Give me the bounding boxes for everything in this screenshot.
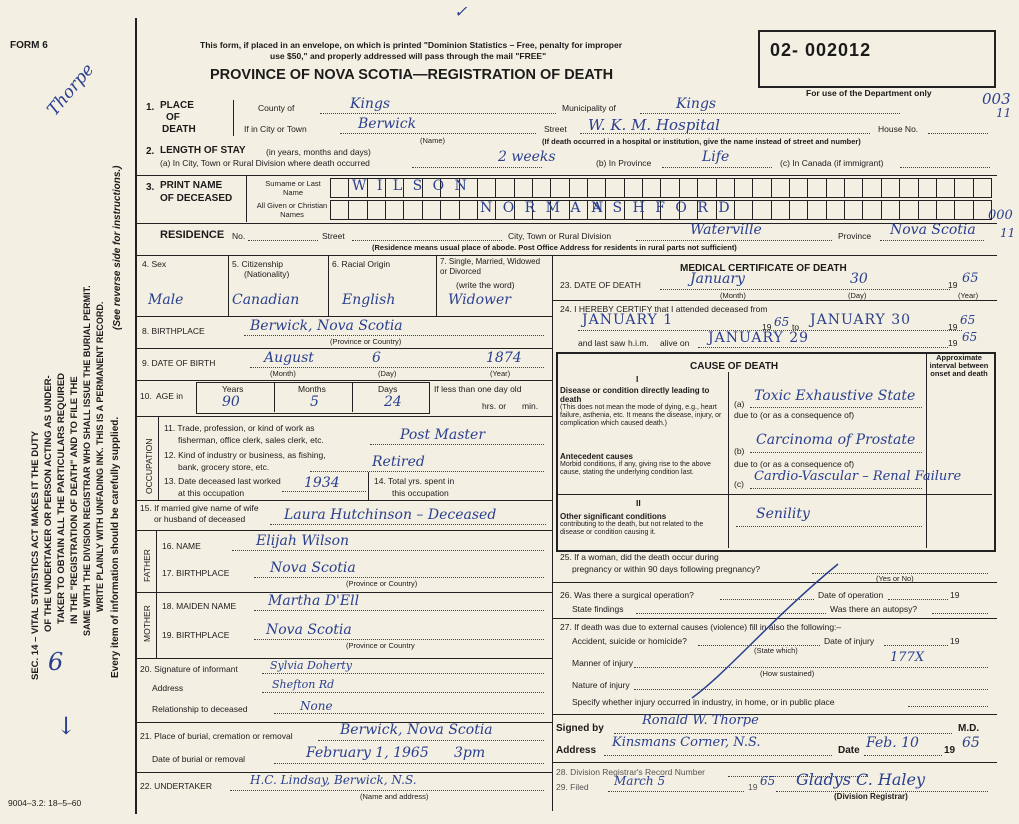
- marital-sub: (write the word): [456, 280, 515, 290]
- q26-label: 26. Was there a surgical operation?: [560, 590, 694, 600]
- given-value-2: A S H F O R D: [592, 200, 733, 216]
- surname-label: Surname or Last Name: [265, 179, 321, 197]
- stay-num: 2.: [146, 146, 155, 157]
- stay-label: LENGTH OF STAY: [160, 145, 246, 156]
- citizenship-label: 5. Citizenship: [232, 259, 284, 269]
- dob-day-note: (Day): [378, 369, 397, 378]
- dob-year-note: (Year): [490, 369, 511, 378]
- q27-accident: Accident, suicide or homicide?: [572, 636, 687, 646]
- notice-line-2: use $50," and properly addressed will pass through the mail "FREE": [270, 51, 547, 61]
- sidebar-line-3: TAKER TO OBTAIN ALL THE PARTICULARS REQUIRED: [56, 372, 67, 624]
- divider-3: [135, 255, 997, 256]
- attended-to-label: to: [792, 322, 800, 332]
- stay-b-label: (b) In Province: [596, 158, 652, 168]
- last-saw-year: 65: [962, 330, 978, 344]
- cause-roman-2: II: [636, 498, 641, 508]
- residence-label: RESIDENCE: [160, 229, 225, 241]
- death-month-note: (Month): [720, 291, 746, 300]
- q27-label: 27. If death was due to external causes (violence) fill in also the following:–: [560, 622, 842, 632]
- dob-label: 9. DATE OF BIRTH: [142, 358, 216, 368]
- sig-date-label: Date: [838, 745, 860, 756]
- registrar-filed-value: March 5: [614, 774, 666, 788]
- mother-birthplace-label: 19. BIRTHPLACE: [162, 630, 230, 640]
- stay-a-label: (a) In City, Town or Rural Division where death occurred: [160, 158, 370, 168]
- alive-on-label: alive on: [660, 338, 690, 348]
- q27-state-which: (State which): [754, 646, 798, 655]
- marital-label: 7. Single, Married, Widowed or Divorced: [440, 257, 541, 276]
- o13-label-b: at this occupation: [178, 488, 245, 498]
- informant-signature: Sylvia Doherty: [270, 659, 352, 672]
- deceased-label-1: PRINT NAME: [160, 180, 223, 191]
- notice-line-1: This form, if placed in an envelope, on which is printed "Dominion Statistics – Free, penalty for improper: [200, 40, 623, 50]
- spouse-value: Laura Hutchinson – Deceased: [284, 507, 497, 523]
- age-months-label: Months: [298, 384, 326, 394]
- q26-autopsy: Was there an autopsy?: [830, 604, 918, 614]
- burial-place-label: 21. Place of burial, cremation or removal: [140, 731, 293, 741]
- margin-arrow-mark: ↓: [56, 712, 77, 740]
- cause-interval-label: Approximate interval between onset and death: [929, 353, 989, 378]
- o11-label-b: fisherman, office clerk, sales clerk, etc.: [178, 435, 324, 445]
- marital-value: Widower: [448, 292, 511, 308]
- deceased-num: 3.: [146, 182, 155, 193]
- attended-from-19: 19: [762, 322, 772, 332]
- registrar-year: 65: [760, 774, 776, 788]
- county-label: County of: [258, 103, 295, 113]
- signed-by-value: Ronald W. Thorpe: [642, 713, 759, 728]
- sig-date-19: 19: [944, 745, 956, 756]
- cause-b-value: Carcinoma of Prostate: [756, 432, 916, 448]
- age-months: 5: [310, 394, 319, 410]
- sex-value: Male: [148, 292, 184, 308]
- industry-value: Retired: [372, 454, 425, 470]
- spouse-label-a: 15. If married give name of wife: [140, 503, 259, 513]
- age-less-label: If less than one day old: [434, 384, 522, 394]
- cause-c-label: (c): [734, 479, 744, 489]
- q27-manner-value: 177X: [890, 650, 925, 665]
- q27-specify: Specify whether injury occurred in industry, in home, or in public place: [572, 697, 835, 707]
- age-years-label: Years: [222, 384, 244, 394]
- occupation-side-label: OCCUPATION: [144, 438, 154, 494]
- stay-c-label: (c) In Canada (if immigrant): [780, 158, 884, 168]
- residence-province-value: Nova Scotia: [890, 222, 976, 238]
- stay-label-small: (in years, months and days): [266, 147, 371, 157]
- o14-label-b: this occupation: [392, 488, 449, 498]
- attended-from-year: 65: [774, 315, 790, 329]
- q25-label-b: pregnancy or within 90 days following pregnancy?: [572, 564, 761, 574]
- q27-date-injury: Date of injury: [824, 636, 875, 646]
- attended-to-19: 19: [948, 322, 958, 332]
- sidebar-line-7: Every item of information should be carefully supplied.: [110, 416, 121, 678]
- sidebar-line-4: IN THE "REGISTRATION OF DEATH" AND TO FILE THE: [69, 376, 80, 624]
- certify-label: 24. I HEREBY CERTIFY that I attended deceased from: [560, 304, 768, 314]
- street-label: Street: [544, 124, 567, 134]
- q27-19: 19: [950, 636, 960, 646]
- dob-month-note: (Month): [270, 369, 296, 378]
- registrar-filed-label: 29. Filed: [556, 782, 589, 792]
- dob-day: 6: [372, 350, 381, 366]
- o11-label-a: 11. Trade, profession, or kind of work as: [164, 423, 315, 433]
- father-name-value: Elijah Wilson: [256, 533, 350, 549]
- cause-a-label: (a): [734, 399, 745, 409]
- place-bracket: [233, 100, 234, 136]
- registration-number: 02- 002012: [770, 40, 872, 60]
- divider-2: [135, 223, 997, 224]
- place-num: 1.: [146, 102, 155, 113]
- margin-mark-000: 000: [988, 208, 1013, 223]
- death-date-label: 23. DATE OF DEATH: [560, 280, 641, 290]
- municipality-value: Kings: [676, 96, 717, 112]
- father-birthplace-value: Nova Scotia: [270, 560, 356, 576]
- father-name-label: 16. NAME: [162, 541, 201, 551]
- informant-address-value: Shefton Rd: [272, 678, 335, 691]
- department-code: 003: [982, 90, 1011, 108]
- registration-number-box: [758, 30, 996, 88]
- city-label: If in City or Town: [244, 124, 307, 134]
- other-conditions-value: Senility: [756, 506, 810, 522]
- place-label-c: DEATH: [162, 124, 196, 135]
- tick-mark: ✓: [454, 2, 468, 21]
- form-number: FORM 6: [10, 40, 48, 51]
- margin-mark-11a: 11: [996, 106, 1012, 120]
- disease-label: Disease or condition directly leading to death: [560, 386, 710, 404]
- place-label-b: OF: [166, 112, 180, 123]
- city-name-note: (Name): [420, 136, 446, 145]
- birthplace-value: Berwick, Nova Scotia: [250, 318, 403, 334]
- given-label: All Given or Christian Names: [256, 201, 328, 219]
- cause-due-1: due to (or as a consequence of): [734, 410, 855, 420]
- burial-date-value: February 1, 1965: [306, 745, 429, 761]
- stay-b-value: Life: [702, 149, 730, 165]
- q25-yes-no: (Yes or No): [876, 574, 914, 583]
- citizenship-value: Canadian: [232, 292, 300, 308]
- cause-roman-1: I: [636, 374, 639, 384]
- mother-side-label: MOTHER: [142, 605, 152, 642]
- margin-handwritten-mark: 6: [48, 648, 64, 676]
- death-year-note: (Year): [958, 291, 979, 300]
- surname-value: W I L S O N: [352, 178, 470, 194]
- death-19: 19: [948, 280, 958, 290]
- residence-note: (Residence means usual place of abode. Post Office Address for residents in rural parts not sufficient): [372, 243, 737, 252]
- informant-address-label: Address: [152, 683, 184, 693]
- informant-rel-label: Relationship to deceased: [152, 704, 248, 714]
- burial-place-value: Berwick, Nova Scotia: [340, 722, 493, 738]
- mother-birthplace-value: Nova Scotia: [266, 622, 352, 638]
- q27-nature: Nature of injury: [572, 680, 630, 690]
- o12-label-b: bank, grocery store, etc.: [178, 462, 270, 472]
- citizenship-sub: (Nationality): [244, 269, 290, 279]
- department-use-label: For use of the Department only: [806, 88, 932, 98]
- registrar-signature: Gladys C. Haley: [796, 770, 925, 789]
- last-saw-label: and last saw: [578, 338, 626, 348]
- hospital-note: (If death occurred in a hospital or institution, give the name instead of street and number): [542, 137, 861, 146]
- other-conditions-note: contributing to the death, but not related to the disease or condition causing it.: [560, 521, 704, 536]
- q26-date-op: Date of operation: [818, 590, 884, 600]
- age-years: 90: [222, 394, 240, 410]
- city-value: Berwick: [358, 116, 417, 132]
- dob-year: 1874: [486, 350, 522, 366]
- death-day-note: (Day): [848, 291, 867, 300]
- last-saw-value: JANUARY 29: [708, 330, 810, 346]
- undertaker-note: (Name and address): [360, 792, 429, 801]
- deceased-label-2: OF DECEASED: [160, 193, 233, 204]
- burial-time-value: 3pm: [454, 745, 486, 761]
- residence-city-value: Waterville: [690, 222, 762, 238]
- q26-findings: State findings: [572, 604, 624, 614]
- medical-title: MEDICAL CERTIFICATE OF DEATH: [680, 263, 847, 274]
- signed-by-label: Signed by: [556, 723, 604, 734]
- death-day: 30: [850, 271, 868, 287]
- q27-manner: Manner of injury: [572, 658, 633, 668]
- informant-rel-value: None: [300, 699, 333, 713]
- o12-label-a: 12. Kind of industry or business, as fishing,: [164, 450, 326, 460]
- death-year: 65: [962, 271, 979, 286]
- q27-how-sustained: (How sustained): [760, 669, 815, 678]
- cause-b-label: (b): [734, 446, 745, 456]
- last-worked-value: 1934: [304, 475, 340, 491]
- form-title: PROVINCE OF NOVA SCOTIA—REGISTRATION OF DEATH: [210, 67, 614, 83]
- cause-c-value: Cardio-Vascular – Renal Failure: [754, 469, 962, 484]
- mother-name-value: Martha D'Ell: [268, 593, 360, 609]
- registrar-record-label: 28. Division Registrar's Record Number: [556, 767, 706, 777]
- q25-label-a: 25. If a woman, did the death occur during: [560, 552, 719, 562]
- attended-to: JANUARY 30: [810, 312, 912, 328]
- disease-note: (This does not mean the mode of dying, e.g., heart failure, asthenia, etc. It means the disease, injury, or complication which caused death.): [560, 404, 722, 427]
- birthplace-label: 8. BIRTHPLACE: [142, 326, 205, 336]
- trade-value: Post Master: [400, 427, 486, 443]
- age-hrs-label: hrs. or: [482, 401, 507, 411]
- father-birthplace-label: 17. BIRTHPLACE: [162, 568, 230, 578]
- birthplace-note: (Province or Country): [330, 337, 402, 346]
- stay-a-value: 2 weeks: [498, 149, 556, 165]
- o13-label-a: 13. Date deceased last worked: [164, 476, 281, 486]
- age-label: AGE in: [156, 391, 183, 401]
- antecedent-note: Morbid conditions, if any, giving rise to the above cause, stating the underlying condition last.: [560, 461, 711, 476]
- residence-province-label: Province: [838, 231, 872, 241]
- cause-due-2: due to (or as a consequence of): [734, 459, 855, 469]
- undertaker-label: 22. UNDERTAKER: [140, 781, 212, 791]
- registrar-note: (Division Registrar): [834, 792, 908, 801]
- place-label-a: PLACE: [160, 100, 194, 111]
- sidebar-line-2: OF THE UNDERTAKER OR PERSON ACTING AS UNDER-: [43, 375, 54, 632]
- cause-a-value: Toxic Exhaustive State: [754, 388, 916, 404]
- sidebar-line-5: SAME WITH THE DIVISION REGISTRAR WHO SHALL ISSUE THE BURIAL PERMIT.: [82, 285, 92, 636]
- sig-address-value: Kinsmans Corner, N.S.: [612, 735, 761, 750]
- margin-handwritten-name: Thorpe: [43, 59, 99, 121]
- sidebar-line-8: (See reverse side for instructions.): [112, 165, 123, 330]
- registrar-19: 19: [748, 782, 758, 792]
- footer-code: 9004–3.2: 18–5–60: [8, 798, 82, 808]
- age-days: 24: [384, 394, 402, 410]
- spouse-label-b: or husband of deceased: [154, 514, 246, 524]
- sig-date-value: Feb. 10: [866, 735, 919, 751]
- antecedent-label: Antecedent causes: [560, 452, 633, 461]
- dob-month: August: [264, 350, 314, 366]
- sex-label: 4. Sex: [142, 259, 167, 269]
- house-label: House No.: [878, 124, 919, 134]
- attended-to-year: 65: [960, 313, 976, 327]
- sidebar-line-1: SEC. 14 – VITAL STATISTICS ACT MAKES IT THE DUTY: [30, 430, 41, 680]
- frame-middle: [552, 255, 553, 811]
- informant-sig-label: 20. Signature of informant: [140, 664, 238, 674]
- given-value-1: N O R M A N: [480, 200, 607, 216]
- father-side-label: FATHER: [142, 549, 152, 582]
- residence-no-label: No.: [232, 231, 246, 241]
- md-label: M.D.: [958, 723, 980, 734]
- death-month: January: [690, 271, 745, 287]
- burial-date-label: Date of burial or removal: [152, 754, 246, 764]
- racial-value: English: [342, 292, 396, 308]
- attended-from: JANUARY 1: [582, 312, 674, 328]
- sidebar-line-6: WRITE PLAINLY WITH UNFADING INK. THIS IS A PERMANENT RECORD.: [95, 301, 105, 612]
- divider-1: [135, 175, 997, 176]
- residence-city-label: City, Town or Rural Division: [508, 231, 612, 241]
- street-value: W. K. M. Hospital: [588, 116, 720, 134]
- age-num: 10.: [140, 391, 152, 401]
- sig-date-year: 65: [962, 735, 980, 751]
- other-conditions-label: Other significant conditions: [560, 512, 667, 521]
- father-birthplace-note: (Province or Country): [346, 579, 418, 588]
- county-value: Kings: [350, 96, 391, 112]
- last-saw-19: 19: [948, 338, 958, 348]
- cause-title: CAUSE OF DEATH: [690, 361, 779, 372]
- racial-label: 6. Racial Origin: [332, 259, 391, 269]
- o14-label-a: 14. Total yrs. spent in: [374, 476, 455, 486]
- age-days-label: Days: [378, 384, 398, 394]
- undertaker-value: H.C. Lindsay, Berwick, N.S.: [250, 773, 417, 787]
- municipality-label: Municipality of: [562, 103, 616, 113]
- margin-mark-11b: 11: [1000, 226, 1016, 240]
- age-min-label: min.: [522, 401, 539, 411]
- mother-name-label: 18. MAIDEN NAME: [162, 601, 237, 611]
- strike-through-mark: [690, 560, 840, 700]
- residence-street-label: Street: [322, 231, 345, 241]
- q26-19: 19: [950, 590, 960, 600]
- mother-birthplace-note: (Province or Country: [346, 641, 415, 650]
- sig-address-label: Address: [556, 745, 597, 756]
- last-saw-him: h.i.m.: [628, 338, 649, 348]
